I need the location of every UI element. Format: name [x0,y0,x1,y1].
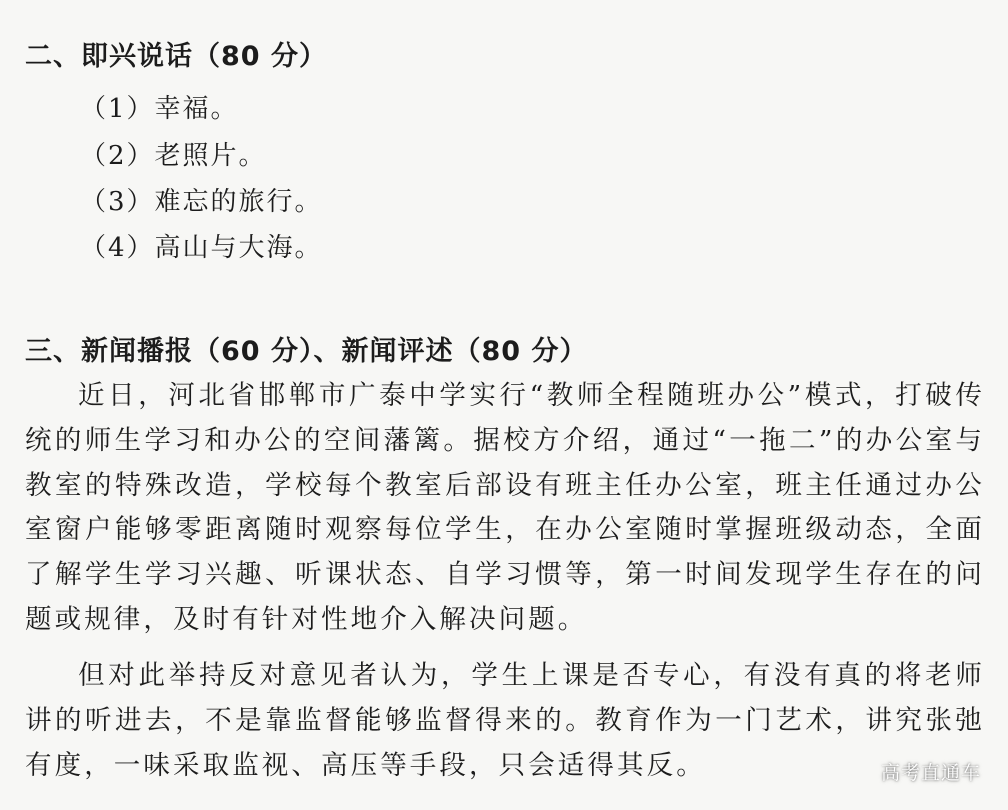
news-paragraph-1: 近日，河北省邯郸市广泰中学实行“教师全程随班办公”模式，打破传统的师生学习和办公的空间藩篱。据校方介绍，通过“一拖二”的办公室与教室的特殊改造，学校每个教室后部设有班主任办公室，班主任通过办公室窗户能够零距离随时观察每位学生，在办公室随时掌握班级动态，全面了解学生学习兴趣、听课状态、自学习惯等，第一时间发现学生存在的问题或规律，及时有针对性地介入解决问题。 [25,380,985,635]
news-paragraph-2: 但对此举持反对意见者认为，学生上课是否专心，有没有真的将老师讲的听进去，不是靠监督能够监督得来的。教育作为一门艺术，讲究张弛有度，一味采取监视、高压等手段，只会适得其反。 [25,660,985,781]
topic-item-1: （1）幸福。 [80,94,239,124]
topic-item-3: （3）难忘的旅行。 [80,187,323,217]
topic-item-2: （2）老照片。 [80,141,267,171]
watermark-label: 高考直通车 [880,762,981,784]
topic-item-4: （4）高山与大海。 [80,233,323,263]
section-3-title: 三、新闻播报（60 分）、新闻评述（80 分） [25,336,588,367]
section-2-title: 二、即兴说话（80 分） [25,41,327,72]
